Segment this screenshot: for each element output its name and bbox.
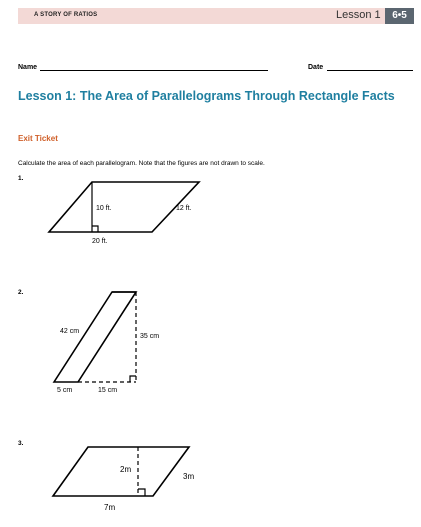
base-label-1: 20 ft. [92, 238, 108, 245]
base-right-label-2: 15 cm [98, 387, 118, 394]
right-angle-2 [130, 376, 136, 382]
parallelogram-2 [54, 292, 136, 382]
base-label-3: 7m [104, 503, 116, 512]
date-label: Date [308, 64, 324, 71]
problem-2-number: 2. [18, 289, 24, 296]
right-angle-3 [138, 489, 145, 496]
problem-1-number: 1. [18, 175, 24, 182]
side-label-3: 3m [183, 472, 195, 481]
height-label-3: 2m [120, 465, 132, 474]
exit-ticket-heading: Exit Ticket [18, 134, 58, 143]
side-label-2: 42 cm [60, 328, 80, 335]
instructions: Calculate the area of each parallelogram. Note that the figures are not drawn to scale. [18, 160, 265, 167]
side-label-1: 12 ft. [176, 205, 192, 212]
problem-2-figure [54, 292, 159, 394]
series-title: A STORY OF RATIOS [34, 12, 98, 18]
height-label-2: 35 cm [140, 333, 160, 340]
problem-3-figure [53, 447, 194, 512]
problem-3-number: 3. [18, 440, 24, 447]
lesson-label: Lesson 1 [336, 9, 381, 21]
base-left-label-2: 5 cm [57, 387, 73, 394]
lesson-title: Lesson 1: The Area of Parallelograms Through Rectangle Facts [18, 89, 395, 103]
height-label-1: 10 ft. [96, 205, 112, 212]
grade-module-badge: 6•5 [385, 8, 414, 24]
right-angle-1 [92, 226, 98, 232]
problem-1-figure [49, 182, 199, 245]
name-label: Name [18, 64, 38, 71]
